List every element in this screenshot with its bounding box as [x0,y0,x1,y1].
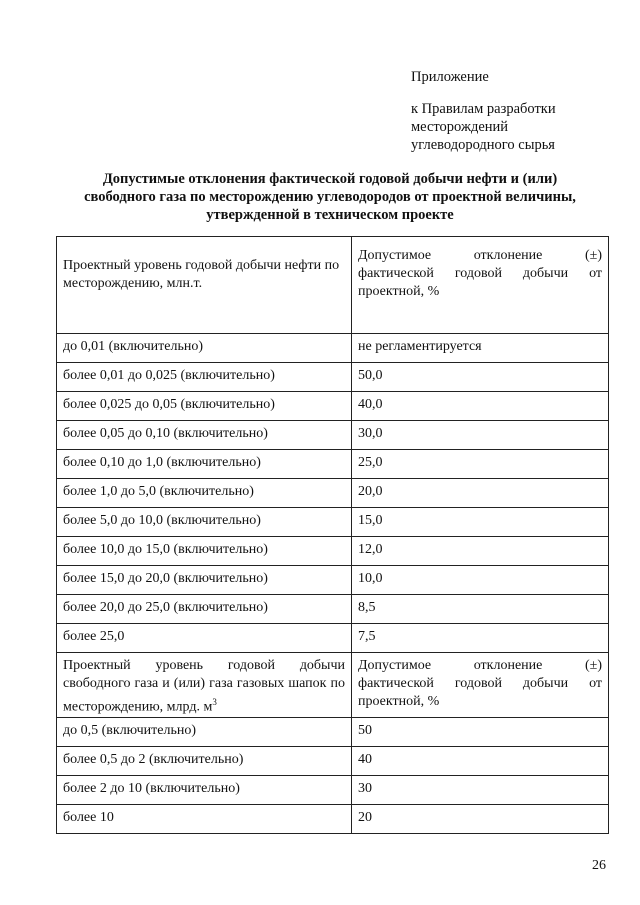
table-row [57,508,609,537]
gas-level-header-text: Проектный уровень годовой добычи свободного газа и (или) газа газовых шапок по месторождению, млрд. м [63,658,345,715]
oil-deviation-header: Допустимое отклонение (±) фактической годовой добычи от проектной, % [352,237,609,334]
table-row [57,595,609,624]
gas-deviation-cell: 40 [352,747,609,776]
table-row [57,805,609,834]
gas-deviation-cell: 30 [352,776,609,805]
oil-level-cell: более 0,05 до 0,10 (включительно) [57,421,352,450]
unit-superscript: 3 [212,697,217,707]
oil-deviation-cell: 7,5 [352,624,609,653]
oil-level-cell: более 20,0 до 25,0 (включительно) [57,595,352,624]
oil-level-cell: более 0,01 до 0,025 (включительно) [57,363,352,392]
table-row [57,392,609,421]
oil-level-cell: более 1,0 до 5,0 (включительно) [57,479,352,508]
appendix-line: месторождений [411,119,509,135]
gas-deviation-header: Допустимое отклонение (±) фактической годовой добычи от проектной, % [352,653,609,718]
appendix-line: к Правилам разработки [411,101,556,117]
gas-level-cell: более 10 [57,805,352,834]
appendix-block [411,68,556,154]
oil-deviation-cell: 25,0 [352,450,609,479]
gas-level-cell: более 2 до 10 (включительно) [57,776,352,805]
oil-deviation-cell: 30,0 [352,421,609,450]
oil-header-row [57,237,609,334]
table-row [57,450,609,479]
table-row [57,334,609,363]
title-line: свободного газа по месторождению углеводородов от проектной величины, [84,189,576,205]
table-row [57,421,609,450]
gas-deviation-cell: 20 [352,805,609,834]
oil-level-cell: до 0,01 (включительно) [57,334,352,363]
oil-deviation-cell: 12,0 [352,537,609,566]
table-row [57,718,609,747]
table-row [57,566,609,595]
table-row [57,776,609,805]
oil-level-cell: более 15,0 до 20,0 (включительно) [57,566,352,595]
gas-deviation-cell: 50 [352,718,609,747]
title-line: утвержденной в техническом проекте [206,207,454,223]
gas-level-cell: до 0,5 (включительно) [57,718,352,747]
appendix-line: углеводородного сырья [411,137,555,153]
gas-header-row [57,653,609,718]
oil-level-cell: более 10,0 до 15,0 (включительно) [57,537,352,566]
oil-deviation-cell: не регламентируется [352,334,609,363]
oil-deviation-cell: 10,0 [352,566,609,595]
gas-level-header [57,653,352,718]
appendix-title: Приложение [411,69,489,85]
oil-deviation-cell: 20,0 [352,479,609,508]
document-title [60,170,600,224]
oil-level-cell: более 0,025 до 0,05 (включительно) [57,392,352,421]
deviation-table [56,236,609,834]
oil-deviation-cell: 8,5 [352,595,609,624]
oil-level-cell: более 5,0 до 10,0 (включительно) [57,508,352,537]
oil-deviation-cell: 40,0 [352,392,609,421]
oil-deviation-cell: 15,0 [352,508,609,537]
oil-level-cell: более 0,10 до 1,0 (включительно) [57,450,352,479]
page-number: 26 [592,858,606,873]
table-row [57,537,609,566]
oil-deviation-cell: 50,0 [352,363,609,392]
title-line: Допустимые отклонения фактической годовой добычи нефти и (или) [102,171,558,187]
table-row [57,624,609,653]
table-row [57,479,609,508]
table-row [57,363,609,392]
table-row [57,747,609,776]
oil-level-cell: более 25,0 [57,624,352,653]
oil-level-header: Проектный уровень годовой добычи нефти по месторождению, млн.т. [57,237,352,334]
gas-level-cell: более 0,5 до 2 (включительно) [57,747,352,776]
